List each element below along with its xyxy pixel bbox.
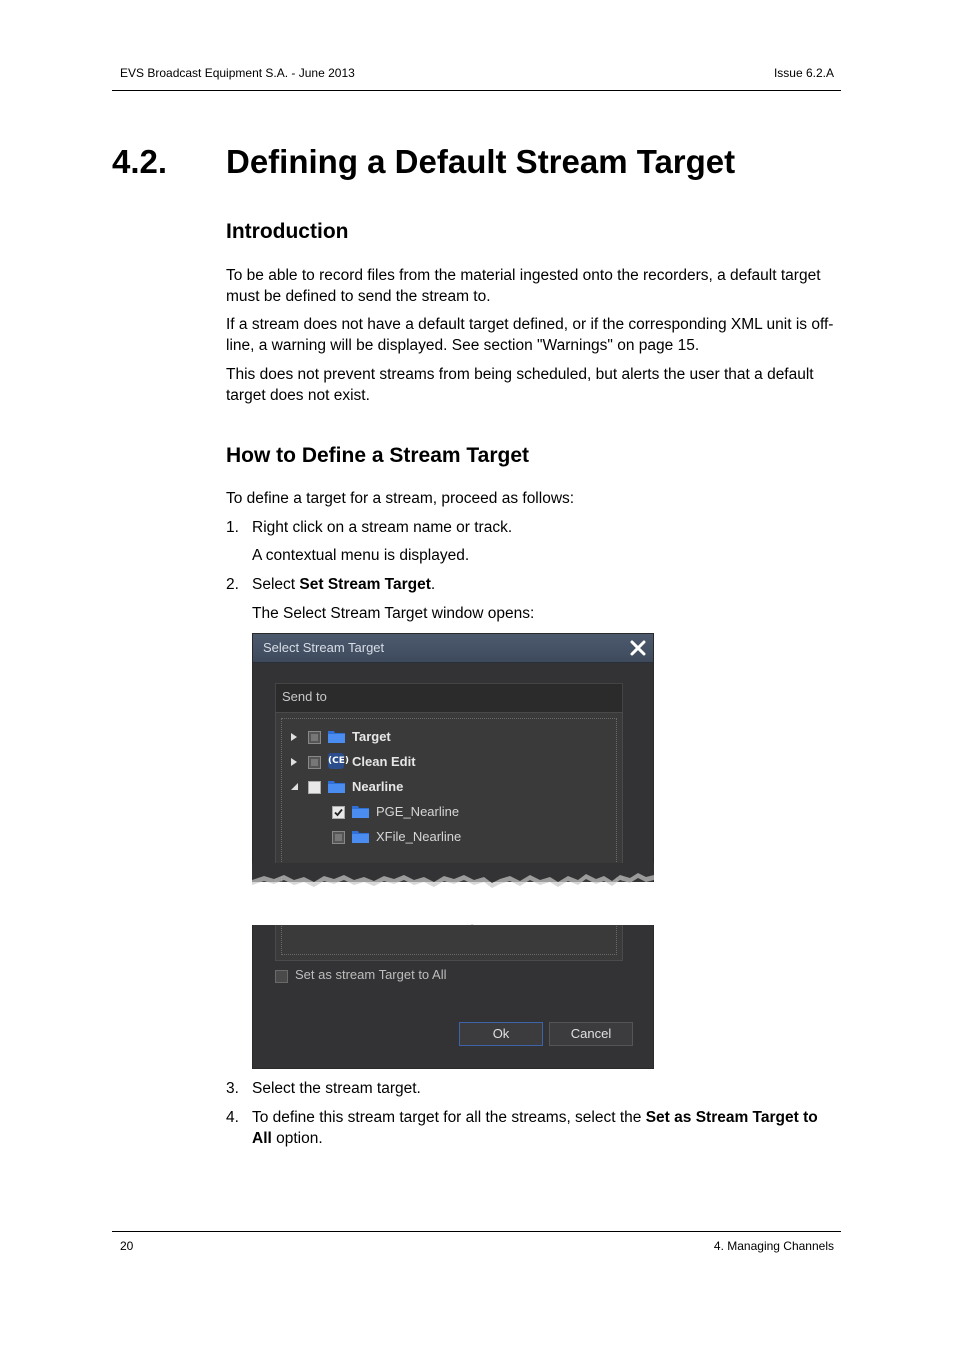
step-text-bold: Set Stream Target — [299, 576, 431, 593]
header-right: Issue 6.2.A — [773, 66, 834, 80]
footer-section: 4. Managing Channels — [713, 1239, 834, 1253]
tree-item-nearline[interactable] — [290, 777, 590, 797]
clean-edit-icon: (CE) — [328, 753, 344, 769]
tree-focus-border-bottom — [281, 925, 617, 955]
set-all-label: Set as stream Target to All — [295, 967, 447, 982]
section-title: Defining a Default Stream Target — [226, 143, 736, 180]
intro-paragraph-3: This does not prevent streams from being scheduled, but alerts the user that a default target does not exist. — [226, 366, 814, 404]
close-icon[interactable] — [627, 637, 649, 659]
tree-item-target[interactable] — [290, 727, 590, 747]
intro-paragraph-1: To be able to record files from the material ingested onto the recorders, a default target must be defined to send the stream to. — [226, 267, 821, 305]
header-left: EVS Broadcast Equipment S.A. - June 2013 — [120, 66, 355, 80]
set-all-checkbox[interactable] — [275, 970, 288, 983]
step-number: 2. — [226, 576, 239, 593]
target-tree — [275, 712, 623, 882]
expand-arrow-icon[interactable] — [290, 757, 298, 767]
send-to-header — [275, 683, 623, 713]
cancel-button[interactable]: Cancel — [549, 1022, 633, 1046]
checkmark-icon — [333, 807, 344, 818]
intro-heading: Introduction — [226, 220, 349, 243]
dialog-lower-part — [252, 925, 654, 1069]
step-text — [252, 1107, 836, 1149]
tree-item-label: Target — [352, 729, 391, 744]
torn-edge-top — [252, 863, 654, 893]
step-number: 1. — [226, 519, 239, 536]
step-text: Select the stream target. — [252, 1080, 421, 1097]
dialog-titlebar — [253, 634, 653, 663]
tree-item-pge-nearline[interactable] — [332, 802, 592, 822]
dialog-upper-part — [252, 633, 654, 882]
step-text-bold: Set as Stream Target to All — [252, 1109, 818, 1147]
step-text-pre: To define this stream target for all the streams, select the — [252, 1109, 646, 1126]
ok-button[interactable]: Ok — [459, 1022, 543, 1046]
howto-heading: How to Define a Stream Target — [226, 444, 530, 467]
step-text — [252, 574, 836, 595]
expand-arrow-icon[interactable] — [290, 732, 298, 742]
checkbox-checked[interactable] — [332, 806, 345, 819]
folder-icon — [328, 729, 345, 743]
section-number: 4.2. — [112, 143, 168, 180]
step-number: 4. — [226, 1109, 239, 1126]
tree-item-label: Nearline — [352, 779, 404, 794]
step-1-result: A contextual menu is displayed. — [252, 547, 470, 564]
tree-item-label: Clean Edit — [352, 754, 416, 769]
checkbox[interactable] — [332, 831, 345, 844]
page-number: 20 — [120, 1239, 134, 1253]
step-2-result: The Select Stream Target window opens: — [252, 605, 535, 622]
checkbox[interactable] — [308, 781, 321, 794]
tree-item-label: XFile_Nearline — [376, 829, 462, 844]
intro-paragraph-2: If a stream does not have a default target defined, or if the corresponding XML unit is off-line, a warning will be displayed. See section "Warnings" on page 15. — [226, 316, 834, 354]
folder-icon — [328, 779, 345, 793]
tree-item-label: PGE_Nearline — [376, 804, 460, 819]
checkbox[interactable] — [308, 756, 321, 769]
step-text-pre: Select — [252, 576, 300, 593]
page-title — [112, 138, 735, 186]
tree-item-xfile-nearline[interactable] — [332, 827, 592, 847]
folder-icon — [352, 804, 369, 818]
step-text: Right click on a stream name or track. — [252, 519, 513, 536]
step-text-post: option. — [271, 1130, 323, 1147]
checkbox[interactable] — [308, 731, 321, 744]
tree-item-clean-edit[interactable] — [290, 752, 590, 772]
select-stream-target-dialog — [252, 633, 654, 1069]
target-tree-bottom — [275, 925, 623, 961]
step-text-post: . — [430, 576, 436, 593]
header-rule — [112, 90, 841, 91]
footer-rule — [112, 1231, 841, 1232]
send-to-label: Send to — [282, 689, 327, 704]
dialog-title: Select Stream Target — [263, 640, 385, 655]
howto-lead: To define a target for a stream, proceed as follows: — [226, 490, 575, 507]
collapse-arrow-icon[interactable] — [290, 782, 299, 791]
folder-icon — [352, 829, 369, 843]
step-number: 3. — [226, 1080, 239, 1097]
